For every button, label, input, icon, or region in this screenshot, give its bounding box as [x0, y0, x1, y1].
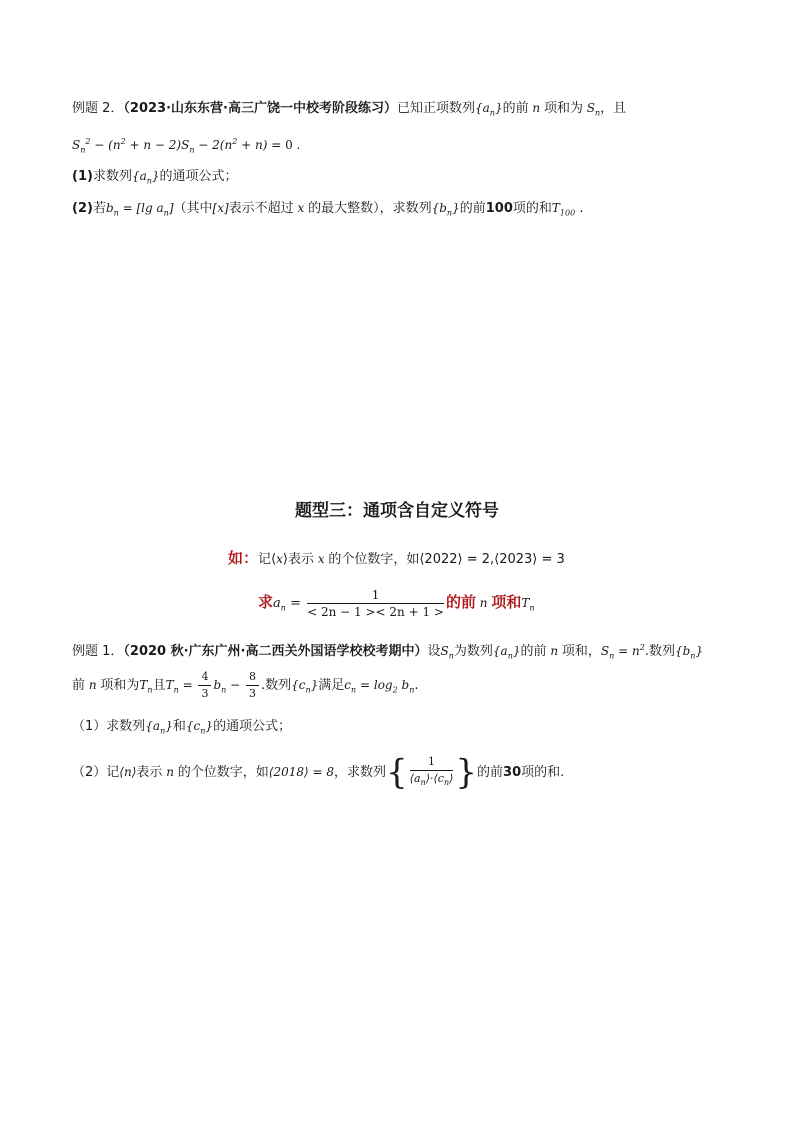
example-label: 如：: [228, 549, 259, 567]
ex2-q2: (2)若$b_n = [\lg$ $a_n$]（其中[x]表示不超过 x 的最大整数），求数列$\{b_n\}$的前100项的和$T_{100}$ .: [72, 201, 584, 218]
section-formula: 求$a_n$ = $\frac{1}{< 2n - 1 >< 2n + 1 >}$ 的前 n 项和$T_n$: [258, 588, 535, 619]
ex2-label: 例题 2．: [72, 101, 124, 116]
ex1-stem: 例题 1．（2020 秋·广东广州·高二西关外国语学校校考期中）设$S_n$为数列$\{a_n\}$的前 n 项和，$S_n = n^2$.数列$\{b_n\}$: [72, 643, 704, 661]
section-title: 题型三：通项含自定义符号: [295, 501, 499, 521]
ex2-source: （2023·山东东营·高三广饶一中校考阶段练习）: [123, 101, 397, 116]
ex1-line2: 前 n 项和为$T_n$且$T_n$ = $\frac{4}{3}$ $b_n$ − $\frac{8}{3}$ .数列$\{c_n\}$满足$c_n = \log_2 b_n$.: [72, 670, 419, 700]
ex2-q1: (1)求数列$\{a_n\}$的通项公式；: [72, 169, 238, 186]
ex1-q1: （1）求数列$\{a_n\}$和$\{c_n\}$的通项公式；: [72, 719, 292, 736]
ex1-q2: （2）记⟨n⟩表示 n 的个位数字，如⟨2018⟩ = 8，求数列{ $\frac{1}{⟨a_n⟩\cdot⟨c_n⟩}$ }的前30项的和.: [72, 752, 565, 793]
ex1-label: 例题 1．: [72, 644, 124, 659]
ex2-equation: $S_n^2 - (n^2 + n - 2)S_n - 2(n^2 + n) = 0$ .: [72, 137, 301, 155]
ex1-source: （2020 秋·广东广州·高二西关外国语学校校考期中）: [123, 644, 428, 659]
section-example: 如：记⟨x⟩表示 x 的个位数字，如⟨2022⟩ = 2,⟨2023⟩ = 3: [228, 549, 565, 567]
ex2-stem: 例题 2．（2023·山东东营·高三广饶一中校考阶段练习）已知正项数列$\{a_n\}$的前 n 项和为 $S_n$，且: [72, 101, 627, 118]
formula-fraction: $\frac{1}{< 2n - 1 >< 2n + 1 >}$: [307, 588, 444, 619]
